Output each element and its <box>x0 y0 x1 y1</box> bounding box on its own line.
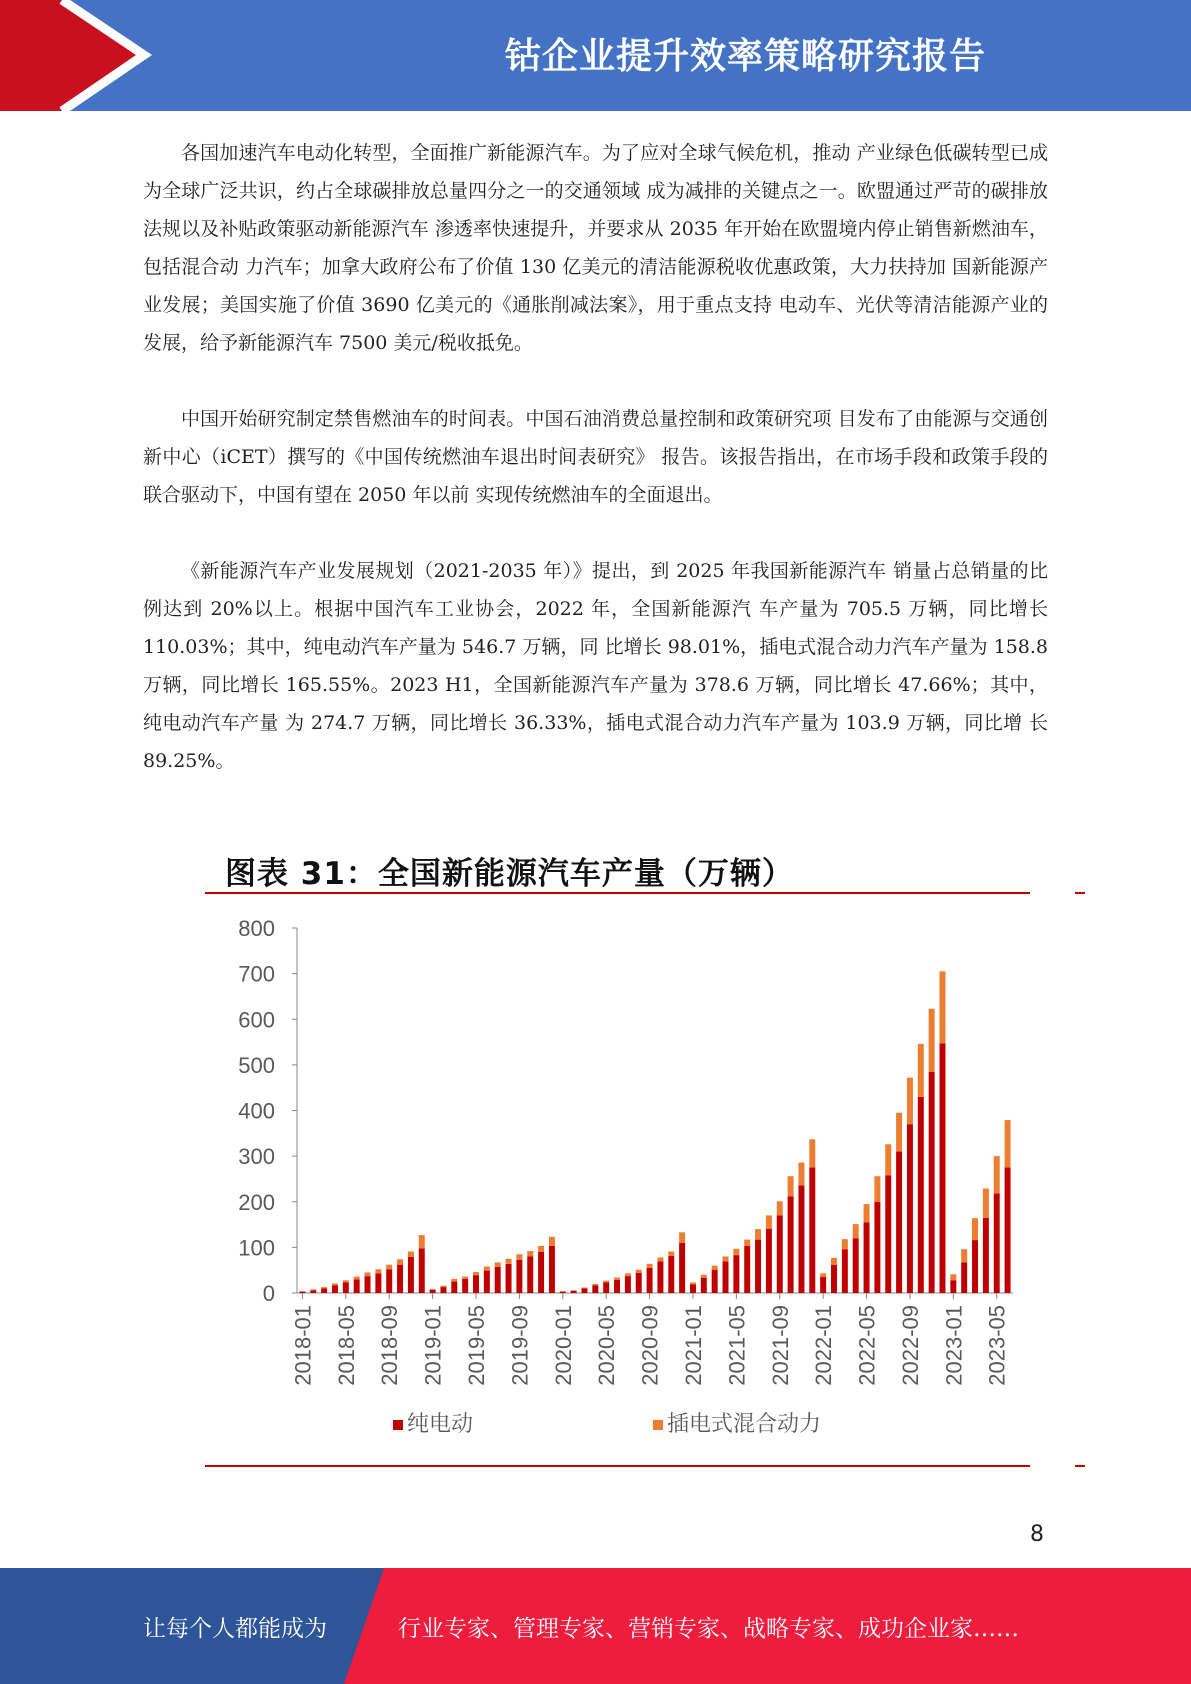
bar-bev <box>375 1273 381 1293</box>
bar-bev <box>777 1215 783 1293</box>
bar-phev <box>929 1009 935 1072</box>
bar-phev <box>679 1232 685 1242</box>
x-tick-label: 2022-09 <box>897 1305 923 1386</box>
bar-phev <box>755 1229 761 1239</box>
bar-bev <box>1005 1168 1011 1293</box>
paragraph-2: 中国开始研究制定禁售燃油车的时间表。中国石油消费总量控制和政策研究项 目发布了由能源与交通创新中心（iCET）撰写的《中国传统燃油车退出时间表研究》 报告。该报告指出，在市场手段和政策手段的联合驱动下，中国有望在 2050 年以前 实现传统燃油车的全面退出。 <box>143 408 1048 506</box>
bar-phev <box>668 1251 674 1256</box>
bar-bev <box>343 1283 349 1293</box>
legend-swatch-phev <box>653 1420 663 1430</box>
bar-bev <box>712 1270 718 1293</box>
x-tick-label: 2020-01 <box>550 1305 576 1386</box>
bar-phev <box>994 1156 1000 1193</box>
bar-phev <box>462 1277 468 1279</box>
bar-phev <box>733 1249 739 1255</box>
bar-phev <box>332 1283 338 1285</box>
chart-svg <box>205 838 1085 1478</box>
bar-bev <box>419 1248 425 1293</box>
x-tick-label: 2022-01 <box>811 1305 837 1386</box>
chart-title: 图表 31：全国新能源汽车产量（万辆） <box>225 856 794 892</box>
bar-phev <box>961 1249 967 1262</box>
bar-bev <box>386 1269 392 1293</box>
bar-phev <box>495 1262 501 1267</box>
bar-phev <box>516 1254 522 1259</box>
bar-bev <box>506 1264 512 1293</box>
bar-phev <box>712 1266 718 1270</box>
bar-bev <box>820 1277 826 1293</box>
bar-bev <box>451 1282 457 1293</box>
bar-phev <box>972 1218 978 1240</box>
bar-bev <box>798 1185 804 1293</box>
bar-bev <box>592 1285 598 1293</box>
bar-bev <box>527 1257 533 1294</box>
bar-bev <box>668 1256 674 1293</box>
bar-bev <box>473 1275 479 1293</box>
y-tick-label: 200 <box>238 1189 275 1215</box>
bar-phev <box>896 1113 902 1152</box>
footer-slogan-right: 行业专家、管理专家、营销专家、战略专家、成功企业家…… <box>398 1616 1019 1642</box>
bar-phev <box>820 1273 826 1277</box>
bar-bev <box>929 1072 935 1293</box>
bar-bev <box>440 1287 446 1293</box>
x-tick-label: 2019-09 <box>507 1305 533 1386</box>
x-tick-label: 2019-05 <box>464 1305 489 1386</box>
bar-phev <box>592 1284 598 1285</box>
bar-bev <box>744 1246 750 1293</box>
bar-bev <box>625 1276 631 1293</box>
bar-phev <box>343 1280 349 1282</box>
y-tick-label: 800 <box>238 916 275 941</box>
bar-phev <box>831 1258 837 1265</box>
bar-bev <box>430 1290 436 1293</box>
bar-bev <box>950 1280 956 1293</box>
bar-phev <box>365 1272 371 1276</box>
bar-bev <box>365 1276 371 1293</box>
bar-phev <box>397 1259 403 1264</box>
y-tick-label: 600 <box>238 1007 275 1033</box>
bar-phev <box>310 1289 316 1290</box>
bar-bev <box>701 1278 707 1293</box>
x-tick-label: 2021-05 <box>724 1305 750 1386</box>
page-footer <box>0 1568 1191 1684</box>
bar-phev <box>853 1224 859 1238</box>
y-tick-label: 300 <box>238 1144 275 1170</box>
bar-phev <box>451 1279 457 1282</box>
bar-phev <box>744 1240 750 1246</box>
bar-bev <box>972 1240 978 1293</box>
x-tick-label: 2019-01 <box>420 1305 446 1386</box>
bar-phev <box>419 1235 425 1248</box>
bar-phev <box>386 1265 392 1270</box>
bar-phev <box>788 1176 794 1196</box>
bar-phev <box>842 1239 848 1249</box>
bar-phev <box>864 1204 870 1222</box>
y-tick-label: 500 <box>238 1052 275 1078</box>
bar-phev <box>430 1289 436 1290</box>
bar-bev <box>636 1273 642 1293</box>
bar-bev <box>603 1283 609 1293</box>
bar-bev <box>516 1260 522 1293</box>
bar-bev <box>831 1265 837 1293</box>
bar-phev <box>657 1257 663 1261</box>
paragraph-3: 《新能源汽车产业发展规划（2021-2035 年）》提出，到 2025 年我国新能源汽车 销量占总销量的比例达到 20%以上。根据中国汽车工业协会，2022 年，全国新能源汽 车产量为 705.5 万辆，同比增长 110.03%；其中，纯电动汽车产量为 546.7 万辆，同 比增长 98.01%，插电式混合动力汽车产量为 158.8 万辆，同比增长 165.55%。2023 H1，全国新能源汽车产量为 378.6 万辆，同比增长 47.66%；其中，纯电动汽车产量 为 274.7 万辆，同比增长 36.33%，插电式混合动力汽车产量为 103.9 万辆，同比增 长 89.25%。 <box>143 560 1048 772</box>
bar-bev <box>408 1257 414 1293</box>
bar-phev <box>874 1176 880 1202</box>
x-tick-label: 2021-09 <box>767 1305 793 1386</box>
bar-bev <box>809 1168 815 1293</box>
bar-phev <box>625 1273 631 1276</box>
bar-bev <box>614 1280 620 1293</box>
y-tick-label: 100 <box>238 1235 275 1261</box>
bar-phev <box>582 1288 588 1289</box>
bar-bev <box>842 1249 848 1293</box>
bar-bev <box>940 1043 946 1293</box>
bar-bev <box>918 1097 924 1293</box>
x-tick-label: 2021-01 <box>680 1305 706 1386</box>
bar-bev <box>647 1268 653 1293</box>
bar-phev <box>809 1139 815 1167</box>
bar-bev <box>582 1288 588 1293</box>
bar-phev <box>549 1237 555 1246</box>
bar-phev <box>375 1269 381 1273</box>
bar-phev <box>538 1246 544 1252</box>
bar-phev <box>506 1259 512 1264</box>
bar-phev <box>885 1144 891 1175</box>
page-header <box>0 0 1191 111</box>
bar-phev <box>440 1286 446 1287</box>
bar-bev <box>874 1202 880 1293</box>
bar-bev <box>571 1291 577 1293</box>
bar-phev <box>354 1277 360 1280</box>
bar-phev <box>690 1283 696 1285</box>
bar-bev <box>321 1288 327 1293</box>
bar-bev <box>896 1152 902 1293</box>
bar-phev <box>950 1274 956 1280</box>
bar-bev <box>484 1271 490 1293</box>
bar-bev <box>354 1279 360 1293</box>
x-tick-label: 2018-09 <box>377 1305 403 1386</box>
bar-bev <box>788 1196 794 1293</box>
body-content <box>143 134 1048 818</box>
y-tick-label: 700 <box>238 961 275 987</box>
page-number: 8 <box>1030 1522 1044 1547</box>
report-title: 钴企业提升效率策略研究报告 <box>504 36 986 77</box>
chart-figure <box>205 838 1085 1478</box>
bar-bev <box>299 1292 305 1293</box>
bar-phev <box>907 1078 913 1125</box>
bar-bev <box>853 1238 859 1293</box>
bar-phev <box>983 1189 989 1218</box>
bar-bev <box>538 1252 544 1293</box>
bar-bev <box>679 1243 685 1293</box>
x-tick-label: 2022-05 <box>854 1305 880 1386</box>
bar-bev <box>885 1175 891 1293</box>
bar-phev <box>484 1267 490 1271</box>
x-tick-label: 2020-05 <box>594 1305 620 1386</box>
bar-phev <box>1005 1120 1011 1167</box>
bar-bev <box>495 1267 501 1293</box>
bar-bev <box>766 1229 772 1293</box>
bar-bev <box>961 1262 967 1293</box>
bar-phev <box>723 1257 729 1262</box>
paragraph-1: 各国加速汽车电动化转型，全面推广新能源汽车。为了应对全球气候危机，推动 产业绿色低碳转型已成为全球广泛共识，约占全球碳排放总量四分之一的交通领域 成为减排的关键点之一。欧盟通过严苛的碳排放法规以及补贴政策驱动新能源汽车 渗透率快速提升，并要求从 2035 年开始在欧盟境内停止销售新燃油车，包括混合动 力汽车；加拿大政府公布了价值 130 亿美元的清洁能源税收优惠政策，大力扶持加 国新能源产业发展；美国实施了价值 3690 亿美元的《通胀削减法案》，用于重点支持 电动车、光伏等清洁能源产业的发展，给予新能源汽车 7500 美元/税收抵免。 <box>143 142 1048 354</box>
bar-bev <box>462 1279 468 1293</box>
bar-bev <box>983 1218 989 1293</box>
bar-bev <box>864 1222 870 1293</box>
bar-phev <box>473 1272 479 1275</box>
bar-phev <box>798 1163 804 1186</box>
bar-phev <box>777 1201 783 1215</box>
y-tick-label: 0 <box>262 1281 275 1306</box>
bar-phev <box>647 1264 653 1268</box>
bar-bev <box>310 1290 316 1293</box>
bar-phev <box>321 1287 327 1288</box>
bar-bev <box>332 1285 338 1293</box>
bar-bev <box>907 1124 913 1293</box>
x-tick-label: 2023-01 <box>941 1305 967 1386</box>
bar-bev <box>657 1262 663 1293</box>
bar-phev <box>603 1281 609 1283</box>
bar-bev <box>733 1255 739 1293</box>
bar-phev <box>766 1215 772 1228</box>
y-tick-label: 400 <box>238 1098 275 1124</box>
bar-phev <box>701 1275 707 1278</box>
legend-label-phev: 插电式混合动力 <box>667 1412 822 1437</box>
bar-phev <box>636 1270 642 1273</box>
bar-bev <box>549 1246 555 1293</box>
x-tick-label: 2020-09 <box>637 1305 663 1386</box>
footer-slogan-left: 让每个人都能成为 <box>143 1616 327 1642</box>
bar-bev <box>690 1284 696 1293</box>
bar-phev <box>614 1277 620 1279</box>
bar-bev <box>560 1292 566 1293</box>
bar-phev <box>918 1044 924 1097</box>
bar-bev <box>723 1262 729 1293</box>
bar-bev <box>397 1265 403 1293</box>
x-tick-label: 2023-05 <box>984 1305 1010 1386</box>
bar-phev <box>527 1251 533 1256</box>
legend-label-bev: 纯电动 <box>407 1412 474 1437</box>
x-tick-label: 2018-05 <box>333 1305 359 1386</box>
x-tick-label: 2018-01 <box>290 1305 316 1386</box>
bar-bev <box>994 1194 1000 1293</box>
bar-bev <box>755 1240 761 1293</box>
legend-swatch-bev <box>393 1420 403 1430</box>
bar-phev <box>408 1251 414 1256</box>
bar-phev <box>940 971 946 1043</box>
